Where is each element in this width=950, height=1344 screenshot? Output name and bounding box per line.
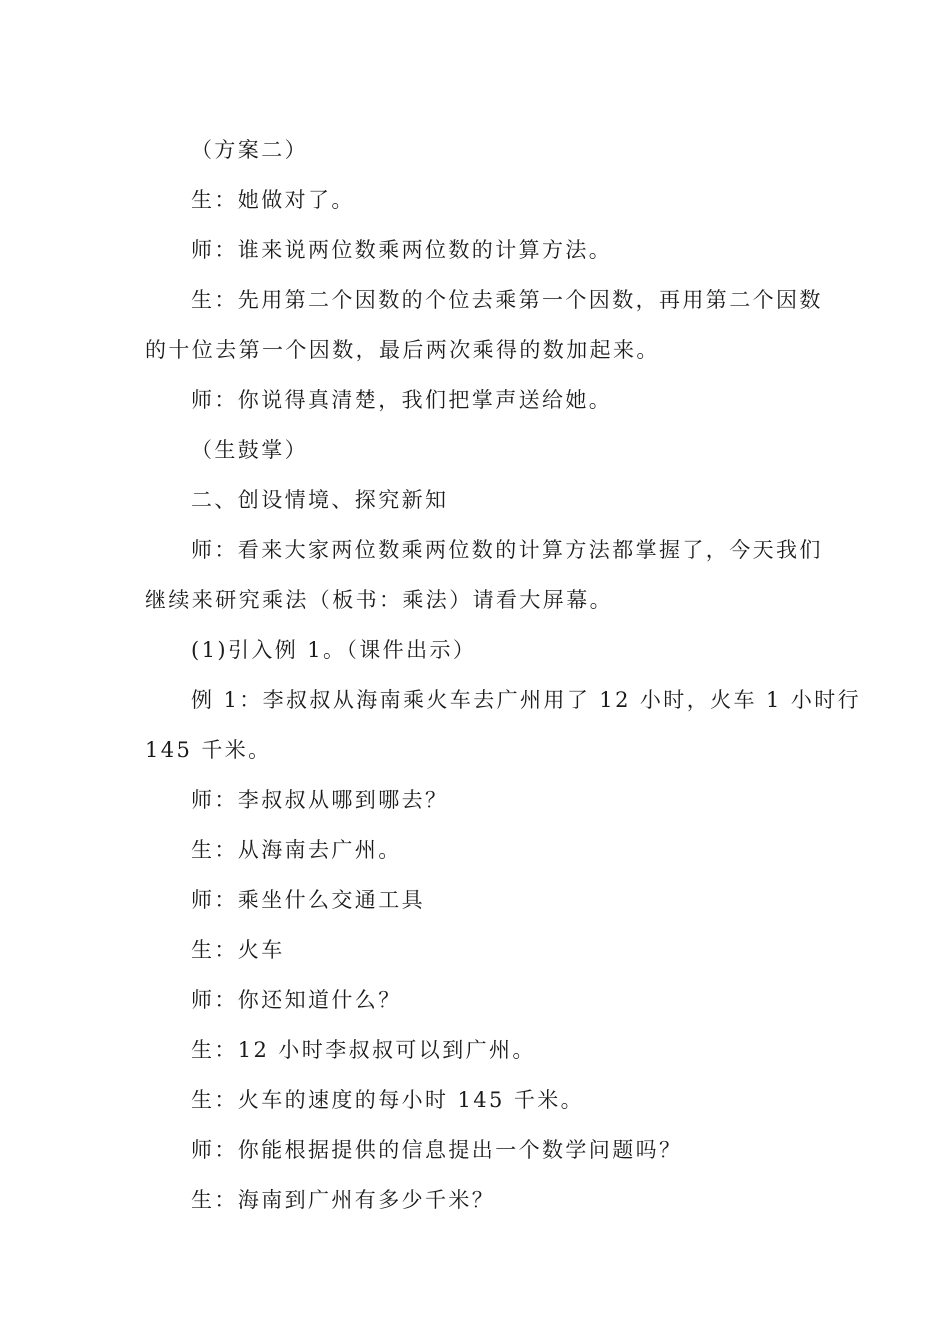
paragraph-line: (1)引入例 1。（课件出示） <box>191 638 477 662</box>
paragraph-line: 师：你说得真清楚，我们把掌声送给她。 <box>191 388 613 412</box>
document-body <box>145 125 862 1225</box>
paragraph-line: 继续来研究乘法（板书：乘法）请看大屏幕。 <box>145 588 613 612</box>
paragraph-line: 师：乘坐什么交通工具 <box>191 888 425 912</box>
paragraph-line: 例 1：李叔叔从海南乘火车去广州用了 12 小时，火车 1 小时行 <box>191 688 862 712</box>
paragraph-line: 师：你还知道什么？ <box>191 988 402 1012</box>
paragraph-line: 生：她做对了。 <box>191 188 355 212</box>
paragraph-line: 生：先用第二个因数的个位去乘第一个因数，再用第二个因数 <box>191 288 823 312</box>
paragraph-line: 师：谁来说两位数乘两位数的计算方法。 <box>191 238 613 262</box>
paragraph-line: 生：12 小时李叔叔可以到广州。 <box>191 1038 536 1062</box>
paragraph-line: 145 千米。 <box>145 738 272 762</box>
paragraph-line: （生鼓掌） <box>191 438 308 462</box>
paragraph-line: 师：李叔叔从哪到哪去？ <box>191 788 449 812</box>
paragraph-line: 生：火车的速度的每小时 145 千米。 <box>191 1088 585 1112</box>
paragraph-line: 生：从海南去广州。 <box>191 838 402 862</box>
section-heading: 二、创设情境、探究新知 <box>191 488 449 512</box>
paragraph-line: （方案二） <box>191 138 308 162</box>
paragraph-line: 师：你能根据提供的信息提出一个数学问题吗？ <box>191 1138 683 1162</box>
paragraph-line: 的十位去第一个因数，最后两次乘得的数加起来。 <box>145 338 660 362</box>
paragraph-line: 师：看来大家两位数乘两位数的计算方法都掌握了，今天我们 <box>191 538 823 562</box>
paragraph-line: 生：海南到广州有多少千米？ <box>191 1188 496 1212</box>
paragraph-line: 生：火车 <box>191 938 285 962</box>
